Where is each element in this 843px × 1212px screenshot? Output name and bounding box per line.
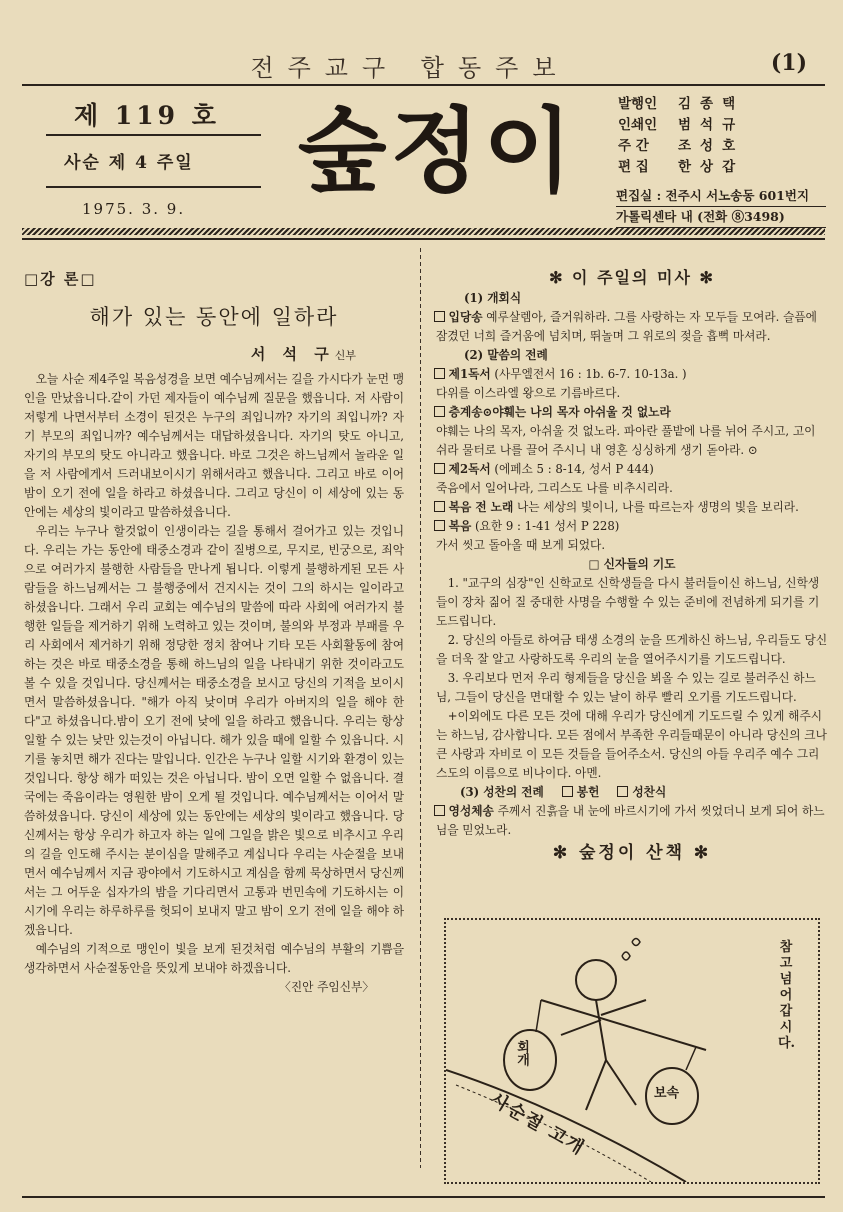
item-label: 영성체송 bbox=[448, 804, 494, 818]
item-label: 층계송 bbox=[448, 405, 483, 419]
paragraph: 오늘 사순 제4주일 복음성경을 보면 예수님께서는 길을 가시다가 눈먼 맹인을 만났읍니다.같이 가던 제자들이 예수님께 질문을 했읍니다. 저 사람이 저렇게 나면서부터 소경이 된것은 누구의 죄입니까? 자기의 죄입니까? 자기 부모의 죄입니까? 예수님께서는 대답하셨읍니다. 자기의 탓도 아니고, 자기의 부모의 탓도 아니라고 했읍니다. 바로 그것은 하느님께서 놀라운 일을 저 사람에게서 드러내보이시기 위해서라고 했읍니다. 그리고 바로 이어 밤이 오기 전에 일을 하라고 하셨읍니다. 그리고 당신이 이 세상에 있는 동안에는 세상의 빛이라고 말씀하셨읍니다. bbox=[24, 372, 404, 519]
staff-role: 인쇄인 bbox=[618, 117, 658, 133]
staff-list bbox=[618, 92, 818, 176]
checkbox-icon bbox=[434, 501, 445, 512]
item-text: 주께서 진흙을 내 눈에 바르시기에 가서 씻었더니 보게 되어 하느님을 믿었노라. bbox=[436, 804, 825, 837]
bulletin-logo: 숲정이 bbox=[297, 98, 577, 205]
divider bbox=[22, 238, 825, 240]
checkbox-icon bbox=[434, 805, 445, 816]
item-text: 죽음에서 일어나라, 그리스도 나를 비추시리라. bbox=[436, 481, 673, 495]
editorial-title: 해가 있는 동안에 일하라 bbox=[89, 305, 339, 329]
staff-row bbox=[618, 134, 818, 155]
author-name: 서 석 구 bbox=[250, 345, 335, 363]
section-heading: □ 신자들의 기도 bbox=[588, 557, 676, 571]
checkbox-icon bbox=[562, 786, 573, 797]
item-label: 봉헌 bbox=[576, 785, 600, 799]
checkbox-icon bbox=[434, 520, 445, 531]
masthead bbox=[22, 86, 825, 226]
prayer-item: 3. 우리보다 먼저 우리 형제들을 당신을 뵈올 수 있는 길로 불러주신 하느님, 그들이 당신을 면대할 수 있는 날이 하루 빨리 오기를 기도드립니다. bbox=[436, 671, 816, 704]
mass-column bbox=[436, 268, 828, 863]
liturgical-week: 사순 제 4 주일 bbox=[64, 153, 194, 173]
staff-name: 조성호 bbox=[678, 138, 745, 154]
author-suffix: 신부 bbox=[334, 349, 356, 362]
item-label: 입당송 bbox=[448, 310, 483, 324]
cartoon-title: ✻ 숲정이 산책 ✻ bbox=[552, 843, 712, 863]
staff-row bbox=[618, 113, 818, 134]
staff-name: 범석규 bbox=[678, 117, 745, 133]
issue-date: 1975. 3. 9. bbox=[82, 200, 186, 218]
section-heading: (1) 개회식 bbox=[464, 291, 522, 305]
hatched-rule bbox=[22, 228, 825, 235]
staff-row bbox=[618, 155, 818, 176]
item-label: 제2독서 bbox=[448, 462, 491, 476]
eucharist-row bbox=[460, 783, 828, 802]
offertory bbox=[562, 783, 600, 802]
staff-role: 편 집 bbox=[618, 159, 649, 175]
psalm-refrain: ⊙야훼는 나의 목자 아쉬울 것 없노라 bbox=[482, 405, 671, 419]
communion-antiphon bbox=[436, 802, 828, 840]
cartoon-drawing bbox=[446, 920, 818, 1182]
cartoon-label: 회개 bbox=[514, 1040, 529, 1066]
paragraph: 예수님의 기적으로 맹인이 빛을 보게 된것처럼 예수님의 부활의 기쁨을 생각하면서 사순절동안을 뜻있게 보내야 하겠읍니다. bbox=[24, 942, 404, 975]
series-title: 전주교구 합동주보 bbox=[250, 54, 570, 82]
bottom-rule bbox=[22, 1196, 825, 1198]
staff-name: 한상갑 bbox=[678, 159, 745, 175]
checkbox-icon bbox=[434, 463, 445, 474]
second-reading bbox=[436, 460, 828, 479]
header-bar bbox=[0, 48, 843, 84]
item-text: 나는 세상의 빛이니, 나를 따르는자 생명의 빛을 보리라. bbox=[516, 500, 799, 514]
editorial-column bbox=[24, 268, 404, 997]
psalm bbox=[436, 403, 828, 422]
divider bbox=[46, 186, 261, 188]
prayer-item: 2. 당신의 아들로 하여금 태생 소경의 눈을 뜨게하신 하느님, 우리들도 당신을 더욱 잘 알고 사랑하도록 우리의 눈을 열어주시기를 기도드립니다. bbox=[436, 633, 828, 666]
gospel-acclamation bbox=[436, 498, 828, 517]
item-label: 제1독서 bbox=[448, 367, 491, 381]
item-ref: (요한 9 : 1-41 성서 P 228) bbox=[474, 519, 620, 533]
editorial-body bbox=[24, 370, 404, 997]
gospel bbox=[436, 517, 828, 536]
prayer-item: +이외에도 다른 모든 것에 대해 우리가 당신에게 기도드릴 수 있게 해주시는 하느님, 감사합니다. 모든 점에서 부족한 우리들때문이 아니라 당신의 크나큰 사랑과 자비로 이 모든 것들을 들어주소서. 당신의 아들 우리주 예수 그리스도의 이름으로 비나이다. 아멘. bbox=[436, 709, 827, 780]
issue-number: 제 119 호 bbox=[74, 101, 220, 130]
staff-role: 발행인 bbox=[618, 96, 658, 112]
office-address bbox=[616, 186, 826, 228]
paragraph: 우리는 누구나 할것없이 인생이라는 길을 통해서 걸어가고 있는 것입니다. 우리는 가는 동안에 태중소경과 같이 질병으로, 무지로, 빈궁으로, 죄악으로 여러가지 불행한 사람들을 만나게 됩니다. 이렇게 불행하게된 모든 사람들을 하느님께서는 그 불행중에서 건지시는 것이 그의 하시는 일이라고 하셨읍니다. 그래서 우리 교회는 예수님의 말씀에 따라 사회에 여러가지 불행한 일들을 제거하기 위해 노력하고 있는 것이며, 불의와 부정과 부패를 우리 사회에서 제거하기 위해 정당한 정치 참여나 기타 모든 사회활동에 참여하는 것은 바로 태중소경을 통해 하느님의 일을 나타내기 위한 것이라고도 볼 수 있을 것입니다. 당신께서는 태중소경을 보시고 당신의 기적을 보이시면서 말씀하셨읍니다. "해가 아직 낮이며 우리가 아버지의 일을 해야 한다"고 하셨읍니다.밤이 오기 전에 낮에 일을 하라고 했읍니다. 우리는 항상 일할 수 있는 낮만 있는것이 아닙니다. 해가 있을 때에 일할 수 있읍니다. 시기를 놓치면 해가 진다는 말입니다. 인간은 누구나 일할 시기와 환경이 있는 것입니다. 항상 해가 떠있는 것은 아닙니다. 밤이 오면 일할 수 없읍니다. 결국에는 죽음이라는 영원한 밤이 오게 될 것입니다. 예수님께서는 이어서 말씀하셨읍니다. 당신이 세상에 있는 동안에는 세상의 빛이라고 했읍니다. 당신께서는 항상 우리가 하고자 하는 일에 그일을 밝은 빛으로 비추시고 우리의 길을 인도해 주시는 분이심을 말해주고 계십니다 우리는 사순절을 보내면서 예수님께서 지금 광야에서 기도하시고 계심을 함께 묵상하면서 당신께서는 그 어두운 십자가의 밤을 기다리면서 고통과 번민속에 기도하시는 이 시기에 우리는 하루하루를 헛되이 보내지 말고 밤이 오기 전에 일을 해야 하겠읍니다. bbox=[24, 524, 404, 937]
prayers-of-faithful bbox=[436, 574, 828, 783]
item-text: 야훼는 나의 목자, 아쉬울 것 없노라. 파아란 풀밭에 나를 뉘어 주시고, 고이 쉬라 물터로 나를 끌어 주시니 내 영혼 싱싱하게 생기 돋아라. ⊙ bbox=[436, 424, 816, 457]
staff-role: 주 간 bbox=[618, 138, 649, 154]
cartoon-caption: 참고 넘어갑시다. bbox=[778, 940, 796, 1051]
item-ref: (에페소 5 : 8-14, 성서 P 444) bbox=[494, 462, 654, 476]
communion bbox=[617, 783, 666, 802]
editorial-author bbox=[24, 343, 404, 364]
column-divider bbox=[420, 248, 421, 1168]
item-ref: (사무엘전서 16 : 1b. 6-7. 10-13a. ) bbox=[494, 367, 687, 381]
checkbox-icon bbox=[434, 406, 445, 417]
divider bbox=[46, 134, 261, 136]
editorial-label: □강 론□ bbox=[24, 270, 97, 288]
item-text: 다위를 이스라엘 왕으로 기름바르다. bbox=[436, 386, 621, 400]
item-text: 예루살렘아, 즐거워하라. 그를 사랑하는 자 모두들 모여라. 슬픔에 잠겼던 너희 즐거움에 넘치며, 뛰놀며 그 위로의 젖을 흡뻑 마셔라. bbox=[436, 310, 817, 343]
page-number: (1) bbox=[770, 50, 807, 76]
editorial-signature: 〈진안 주임신부〉 bbox=[279, 980, 374, 994]
cartoon-panel bbox=[444, 918, 820, 1184]
prayer-item: 1. "교구의 심장"인 신학교로 신학생들을 다시 불러들이신 하느님, 신학생들이 장차 짊어 질 중대한 사명을 수행할 수 있는 준비에 전념하게 되기를 기도드립니다. bbox=[436, 576, 820, 628]
cartoon-label: 보속 bbox=[654, 1086, 680, 1101]
checkbox-icon bbox=[434, 368, 445, 379]
item-text: 가서 씻고 돌아올 때 보게 되었다. bbox=[436, 538, 606, 552]
cartoon-label: 사순절 고개 bbox=[487, 1088, 589, 1160]
checkbox-icon bbox=[434, 311, 445, 322]
office-line: 가톨릭센타 내 (전화 ⑧3498) bbox=[616, 207, 826, 228]
item-label: 성찬식 bbox=[632, 785, 667, 799]
item-label: 복음 bbox=[448, 519, 472, 533]
entrance-antiphon bbox=[436, 308, 828, 346]
section-heading: (3) 성찬의 전례 bbox=[460, 785, 544, 799]
office-line: 편집실 : 전주시 서노송동 601번지 bbox=[616, 186, 826, 207]
mass-title: ✻ 이 주일의 미사 ✻ bbox=[549, 268, 715, 287]
section-heading: (2) 말씀의 전례 bbox=[464, 348, 548, 362]
staff-name: 김종택 bbox=[678, 96, 745, 112]
item-label: 복음 전 노래 bbox=[448, 500, 514, 514]
first-reading bbox=[436, 365, 828, 384]
checkbox-icon bbox=[617, 786, 628, 797]
staff-row bbox=[618, 92, 818, 113]
